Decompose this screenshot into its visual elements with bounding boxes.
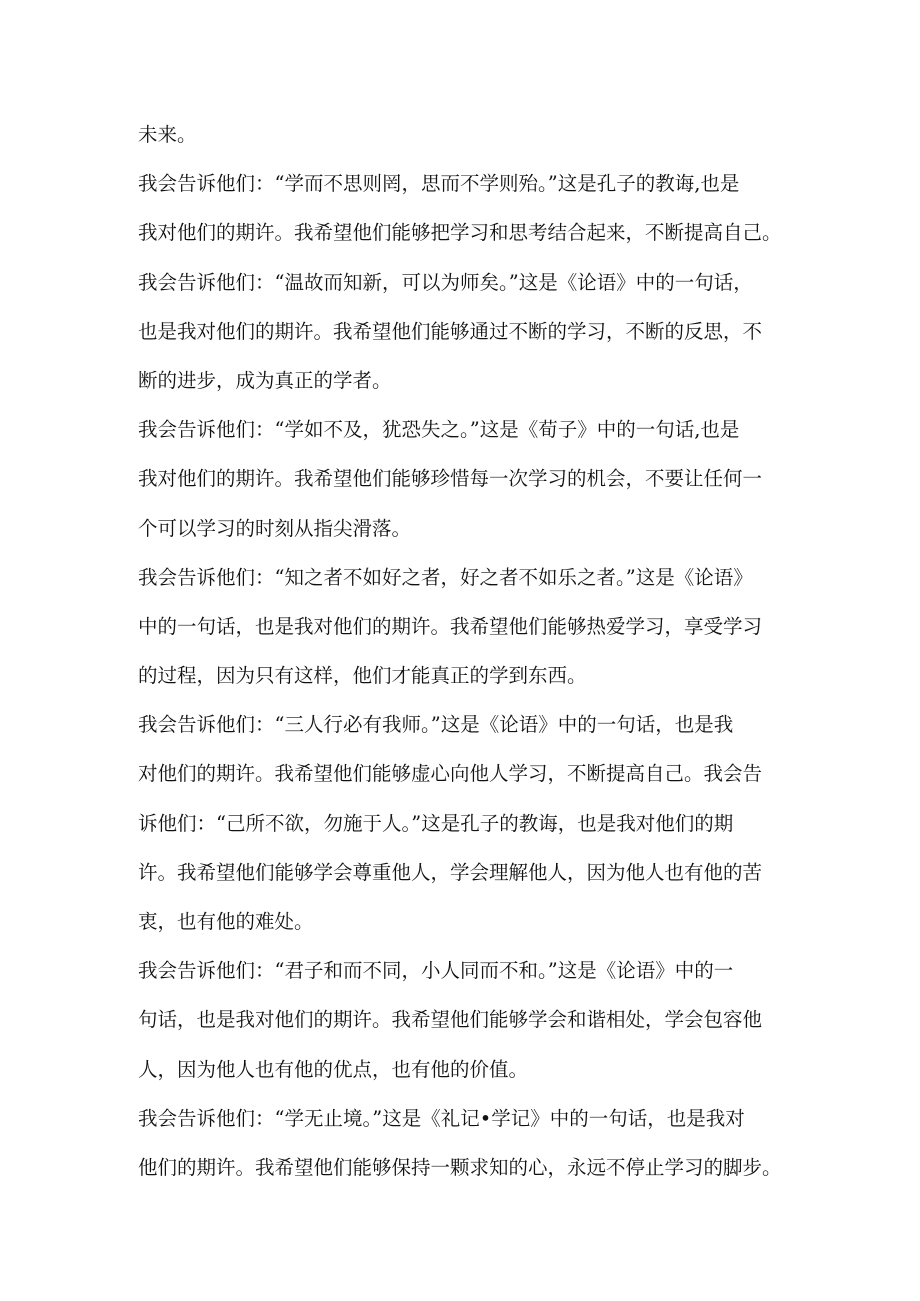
text-line: 许。我希望他们能够学会尊重他人，学会理解他人，因为他人也有他的苦 [138,860,763,884]
text-line: 个可以学习的时刻从指尖滑落。 [138,516,412,540]
text-line: 我会告诉他们：“温故而知新，可以为师矣。”这是《论语》中的一句话， [138,270,753,294]
text-line: 我会告诉他们：“学而不思则罔，思而不学则殆。”这是孔子的教诲,也是 [138,172,740,196]
text-line: 句话，也是我对他们的期许。我希望他们能够学会和谐相处，学会包容他 [138,1008,763,1032]
text-line: 的过程，因为只有这样，他们才能真正的学到东西。 [138,664,587,688]
text-line: 我会告诉他们：“知之者不如好之者，好之者不如乐之者。”这是《论语》 [138,565,753,589]
text-line: 我对他们的期许。我希望他们能够把学习和思考结合起来，不断提高自己。 [138,221,782,245]
text-line: 我会告诉他们：“君子和而不同，小人同而不和。”这是《论语》中的一 [138,959,734,983]
text-line: 我会告诉他们：“三人行必有我师。”这是《论语》中的一句话，也是我 [138,713,734,737]
text-line: 衷，也有他的难处。 [138,910,314,933]
text-line: 人，因为他人也有他的优点，也有他的价值。 [138,1057,529,1081]
text-line: 诉他们：“己所不欲，勿施于人。”这是孔子的教诲，也是我对他们的期 [138,811,734,835]
document-body [138,110,798,1192]
text-line: 对他们的期许。我希望他们能够虚心向他人学习，不断提高自己。我会告 [138,762,763,786]
text-line: 我对他们的期许。我希望他们能够珍惜每一次学习的机会，不要让任何一 [138,467,763,491]
text-line: 未来。 [138,123,197,146]
text-line: 断的进步，成为真正的学者。 [138,368,392,392]
text-line: 我会告诉他们：“学无止境。”这是《礼记•学记》中的一句话，也是我对 [138,1106,745,1130]
text-line: 我会告诉他们：“学如不及，犹恐失之。”这是《荀子》中的一句话,也是 [138,418,740,442]
text-line: 他们的期许。我希望他们能够保持一颗求知的心，永远不停止学习的脚步。 [138,1155,782,1179]
text-line: 也是我对他们的期许。我希望他们能够通过不断的学习，不断的反思，不 [138,319,763,343]
text-line: 中的一句话，也是我对他们的期许。我希望他们能够热爱学习，享受学习 [138,614,763,638]
